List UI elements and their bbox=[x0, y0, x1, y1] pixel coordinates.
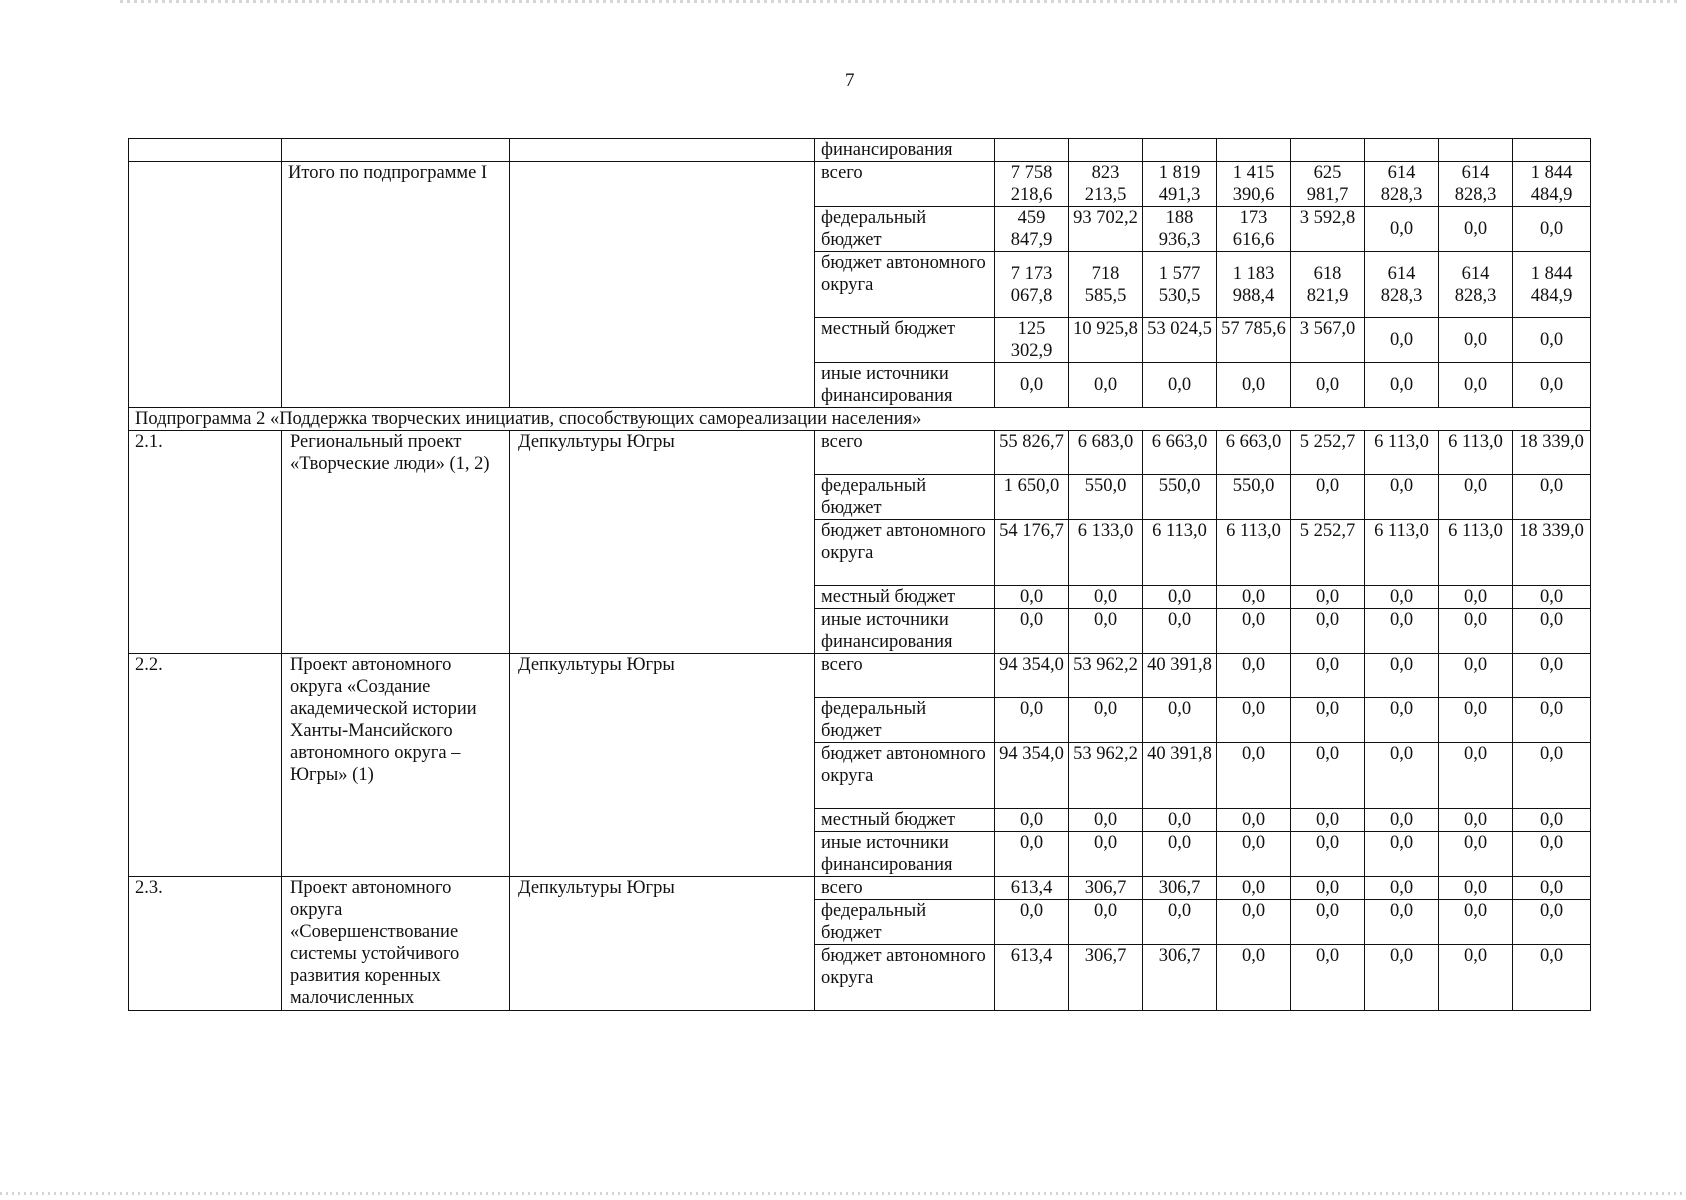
value-cell: 0,0 bbox=[1143, 698, 1217, 743]
value-cell: 0,0 bbox=[1365, 809, 1439, 832]
value-cell: 94 354,0 bbox=[995, 654, 1069, 698]
value-cell: 0,0 bbox=[1439, 207, 1513, 252]
value-cell: 57 785,6 bbox=[1217, 318, 1291, 363]
value-cell: 0,0 bbox=[1439, 945, 1513, 1011]
item-name: Региональный проект «Творческие люди» (1, 2) bbox=[282, 431, 510, 654]
value-cell: 5 252,7 bbox=[1291, 520, 1365, 586]
value-cell: 0,0 bbox=[1291, 877, 1365, 900]
value-cell: 0,0 bbox=[1365, 207, 1439, 252]
value-cell: 0,0 bbox=[1143, 586, 1217, 609]
value-cell: 613,4 bbox=[995, 877, 1069, 900]
empty-cell bbox=[282, 139, 510, 162]
source-cell: федеральный бюджет bbox=[815, 900, 995, 945]
value-cell: 0,0 bbox=[1291, 832, 1365, 877]
value-cell: 0,0 bbox=[1143, 609, 1217, 654]
value-cell: 614 828,3 bbox=[1439, 162, 1513, 207]
item-number: 2.2. bbox=[129, 654, 282, 877]
value-cell: 0,0 bbox=[1291, 900, 1365, 945]
table-row bbox=[129, 408, 1591, 431]
value-cell: 0,0 bbox=[1513, 743, 1591, 809]
source-cell: бюджет автономного округа bbox=[815, 743, 995, 809]
value-cell: 18 339,0 bbox=[1513, 520, 1591, 586]
value-cell: 0,0 bbox=[1513, 945, 1591, 1011]
value-cell: 0,0 bbox=[1217, 945, 1291, 1011]
value-cell: 0,0 bbox=[1217, 586, 1291, 609]
financing-table bbox=[128, 138, 1591, 1011]
value-cell: 0,0 bbox=[1365, 654, 1439, 698]
value-cell: 7 173 067,8 bbox=[995, 252, 1069, 318]
value-cell: 613,4 bbox=[995, 945, 1069, 1011]
value-cell: 614 828,3 bbox=[1365, 162, 1439, 207]
scan-edge-bottom bbox=[0, 1192, 1686, 1195]
value-cell: 53 024,5 bbox=[1143, 318, 1217, 363]
value-cell: 0,0 bbox=[1069, 809, 1143, 832]
value-cell: 0,0 bbox=[1291, 609, 1365, 654]
source-cell: местный бюджет bbox=[815, 586, 995, 609]
value-cell: 0,0 bbox=[1291, 654, 1365, 698]
item-number: 2.3. bbox=[129, 877, 282, 1011]
value-cell: 6 133,0 bbox=[1069, 520, 1143, 586]
value-cell: 0,0 bbox=[1069, 363, 1143, 408]
value-cell: 94 354,0 bbox=[995, 743, 1069, 809]
value-cell: 7 758 218,6 bbox=[995, 162, 1069, 207]
source-cell: всего bbox=[815, 654, 995, 698]
item-name: Проект автономного округа «Совершенствование системы устойчивого развития коренных малочисленных bbox=[282, 877, 510, 1011]
value-cell: 3 592,8 bbox=[1291, 207, 1365, 252]
value-cell: 0,0 bbox=[1217, 832, 1291, 877]
value-cell: 0,0 bbox=[1439, 363, 1513, 408]
value-cell: 18 339,0 bbox=[1513, 431, 1591, 475]
value-cell: 0,0 bbox=[995, 698, 1069, 743]
item-number: 2.1. bbox=[129, 431, 282, 654]
empty-cell bbox=[129, 139, 282, 162]
value-cell: 0,0 bbox=[1365, 609, 1439, 654]
value-cell: 6 113,0 bbox=[1143, 520, 1217, 586]
item-executor: Депкультуры Югры bbox=[510, 654, 815, 877]
value-cell: 0,0 bbox=[1069, 832, 1143, 877]
value-cell: 6 663,0 bbox=[1217, 431, 1291, 475]
value-cell: 0,0 bbox=[1365, 318, 1439, 363]
source-cell: федеральный бюджет bbox=[815, 207, 995, 252]
value-cell: 0,0 bbox=[1365, 832, 1439, 877]
value-cell: 0,0 bbox=[1439, 832, 1513, 877]
value-cell: 618 821,9 bbox=[1291, 252, 1365, 318]
value-cell: 0,0 bbox=[1217, 363, 1291, 408]
scan-edge-top bbox=[120, 0, 1680, 3]
source-cell: иные источники финансирования bbox=[815, 363, 995, 408]
empty-cell bbox=[510, 162, 815, 408]
source-cell: федеральный бюджет bbox=[815, 475, 995, 520]
value-cell: 1 183 988,4 bbox=[1217, 252, 1291, 318]
value-cell: 53 962,2 bbox=[1069, 654, 1143, 698]
source-cell: федеральный бюджет bbox=[815, 698, 995, 743]
value-cell: 6 113,0 bbox=[1439, 520, 1513, 586]
value-cell: 54 176,7 bbox=[995, 520, 1069, 586]
value-cell: 0,0 bbox=[1291, 809, 1365, 832]
table-row bbox=[129, 431, 1591, 475]
value-cell: 0,0 bbox=[1217, 809, 1291, 832]
value-cell: 0,0 bbox=[1069, 609, 1143, 654]
source-cell: иные источники финансирования bbox=[815, 609, 995, 654]
value-cell: 0,0 bbox=[1439, 743, 1513, 809]
value-cell: 0,0 bbox=[1513, 698, 1591, 743]
value-cell: 550,0 bbox=[1143, 475, 1217, 520]
value-cell: 0,0 bbox=[1439, 654, 1513, 698]
value-cell: 55 826,7 bbox=[995, 431, 1069, 475]
value-cell: 6 683,0 bbox=[1069, 431, 1143, 475]
value-cell: 0,0 bbox=[1143, 363, 1217, 408]
source-cell: финансирования bbox=[815, 139, 995, 162]
value-cell: 0,0 bbox=[1439, 586, 1513, 609]
value-cell: 614 828,3 bbox=[1365, 252, 1439, 318]
value-cell: 6 663,0 bbox=[1143, 431, 1217, 475]
item-name: Проект автономного округа «Создание академической истории Ханты-Мансийского автономного округа – Югры» (1) bbox=[282, 654, 510, 877]
subprogram-title: Подпрограмма 2 «Поддержка творческих инициатив, способствующих самореализации населения» bbox=[129, 408, 1591, 431]
source-cell: бюджет автономного округа bbox=[815, 520, 995, 586]
source-cell: иные источники финансирования bbox=[815, 832, 995, 877]
value-cell: 6 113,0 bbox=[1439, 431, 1513, 475]
source-cell: всего bbox=[815, 431, 995, 475]
value-cell: 10 925,8 bbox=[1069, 318, 1143, 363]
value-cell: 0,0 bbox=[1069, 586, 1143, 609]
table-row bbox=[129, 162, 1591, 207]
value-cell: 0,0 bbox=[1365, 945, 1439, 1011]
value-cell: 6 113,0 bbox=[1365, 431, 1439, 475]
value-cell: 0,0 bbox=[1513, 609, 1591, 654]
value-cell: 0,0 bbox=[1439, 475, 1513, 520]
value-cell: 6 113,0 bbox=[1217, 520, 1291, 586]
source-cell: местный бюджет bbox=[815, 318, 995, 363]
value-cell: 0,0 bbox=[995, 809, 1069, 832]
value-cell: 614 828,3 bbox=[1439, 252, 1513, 318]
value-cell: 0,0 bbox=[995, 363, 1069, 408]
value-cell: 0,0 bbox=[1513, 363, 1591, 408]
value-cell: 0,0 bbox=[1217, 743, 1291, 809]
empty-cell bbox=[129, 162, 282, 408]
value-cell: 0,0 bbox=[1365, 698, 1439, 743]
value-cell: 0,0 bbox=[1143, 900, 1217, 945]
value-cell: 173 616,6 bbox=[1217, 207, 1291, 252]
value-cell: 306,7 bbox=[1143, 945, 1217, 1011]
value-cell: 550,0 bbox=[1069, 475, 1143, 520]
value-cell: 0,0 bbox=[1365, 900, 1439, 945]
value-cell: 40 391,8 bbox=[1143, 743, 1217, 809]
value-cell: 0,0 bbox=[995, 609, 1069, 654]
value-cell: 0,0 bbox=[1143, 832, 1217, 877]
table-row bbox=[129, 139, 1591, 162]
value-cell: 0,0 bbox=[1513, 475, 1591, 520]
value-cell: 40 391,8 bbox=[1143, 654, 1217, 698]
value-cell: 1 577 530,5 bbox=[1143, 252, 1217, 318]
item-executor: Депкультуры Югры bbox=[510, 877, 815, 1011]
value-cell: 0,0 bbox=[1291, 475, 1365, 520]
value-cell: 0,0 bbox=[1365, 363, 1439, 408]
value-cell: 306,7 bbox=[1069, 877, 1143, 900]
value-cell: 0,0 bbox=[1365, 743, 1439, 809]
value-cell: 0,0 bbox=[995, 586, 1069, 609]
value-cell: 6 113,0 bbox=[1365, 520, 1439, 586]
value-cell: 0,0 bbox=[1365, 586, 1439, 609]
item-executor: Депкультуры Югры bbox=[510, 431, 815, 654]
value-cell: 718 585,5 bbox=[1069, 252, 1143, 318]
value-cell: 306,7 bbox=[1143, 877, 1217, 900]
value-cell: 0,0 bbox=[1365, 475, 1439, 520]
value-cell: 0,0 bbox=[1513, 809, 1591, 832]
value-cell: 0,0 bbox=[995, 832, 1069, 877]
value-cell: 188 936,3 bbox=[1143, 207, 1217, 252]
value-cell: 1 415 390,6 bbox=[1217, 162, 1291, 207]
source-cell: бюджет автономного округа bbox=[815, 252, 995, 318]
value-cell: 0,0 bbox=[1439, 609, 1513, 654]
value-cell: 1 650,0 bbox=[995, 475, 1069, 520]
value-cell: 0,0 bbox=[1439, 900, 1513, 945]
total-label: Итого по подпрограмме I bbox=[282, 162, 510, 408]
value-cell: 0,0 bbox=[1439, 877, 1513, 900]
value-cell: 0,0 bbox=[1513, 586, 1591, 609]
source-cell: бюджет автономного округа bbox=[815, 945, 995, 1011]
value-cell: 1 844 484,9 bbox=[1513, 162, 1591, 207]
value-cell: 5 252,7 bbox=[1291, 431, 1365, 475]
value-cell: 53 962,2 bbox=[1069, 743, 1143, 809]
value-cell: 459 847,9 bbox=[995, 207, 1069, 252]
table-row bbox=[129, 654, 1591, 698]
value-cell: 0,0 bbox=[1143, 809, 1217, 832]
value-cell: 1 819 491,3 bbox=[1143, 162, 1217, 207]
value-cell: 125 302,9 bbox=[995, 318, 1069, 363]
value-cell: 0,0 bbox=[1217, 877, 1291, 900]
value-cell: 823 213,5 bbox=[1069, 162, 1143, 207]
value-cell: 306,7 bbox=[1069, 945, 1143, 1011]
source-cell: всего bbox=[815, 162, 995, 207]
value-cell: 0,0 bbox=[1513, 832, 1591, 877]
table-row bbox=[129, 877, 1591, 900]
value-cell: 0,0 bbox=[1069, 900, 1143, 945]
page-number: 7 bbox=[845, 70, 855, 91]
value-cell: 0,0 bbox=[1365, 877, 1439, 900]
value-cell: 0,0 bbox=[1217, 900, 1291, 945]
value-cell: 0,0 bbox=[995, 900, 1069, 945]
value-cell: 0,0 bbox=[1217, 654, 1291, 698]
value-cell: 0,0 bbox=[1439, 809, 1513, 832]
value-cell: 0,0 bbox=[1513, 318, 1591, 363]
value-cell: 0,0 bbox=[1513, 900, 1591, 945]
value-cell: 93 702,2 bbox=[1069, 207, 1143, 252]
value-cell: 0,0 bbox=[1291, 363, 1365, 408]
source-cell: всего bbox=[815, 877, 995, 900]
value-cell: 0,0 bbox=[1291, 945, 1365, 1011]
value-cell: 550,0 bbox=[1217, 475, 1291, 520]
value-cell: 0,0 bbox=[1513, 877, 1591, 900]
source-cell: местный бюджет bbox=[815, 809, 995, 832]
value-cell: 0,0 bbox=[1439, 318, 1513, 363]
value-cell: 0,0 bbox=[1439, 698, 1513, 743]
value-cell: 625 981,7 bbox=[1291, 162, 1365, 207]
value-cell: 0,0 bbox=[1217, 609, 1291, 654]
value-cell: 3 567,0 bbox=[1291, 318, 1365, 363]
empty-cell bbox=[510, 139, 815, 162]
value-cell: 0,0 bbox=[1291, 586, 1365, 609]
value-cell: 0,0 bbox=[1513, 654, 1591, 698]
value-cell: 0,0 bbox=[1069, 698, 1143, 743]
value-cell: 0,0 bbox=[1291, 698, 1365, 743]
value-cell: 1 844 484,9 bbox=[1513, 252, 1591, 318]
value-cell: 0,0 bbox=[1513, 207, 1591, 252]
value-cell: 0,0 bbox=[1217, 698, 1291, 743]
value-cell: 0,0 bbox=[1291, 743, 1365, 809]
